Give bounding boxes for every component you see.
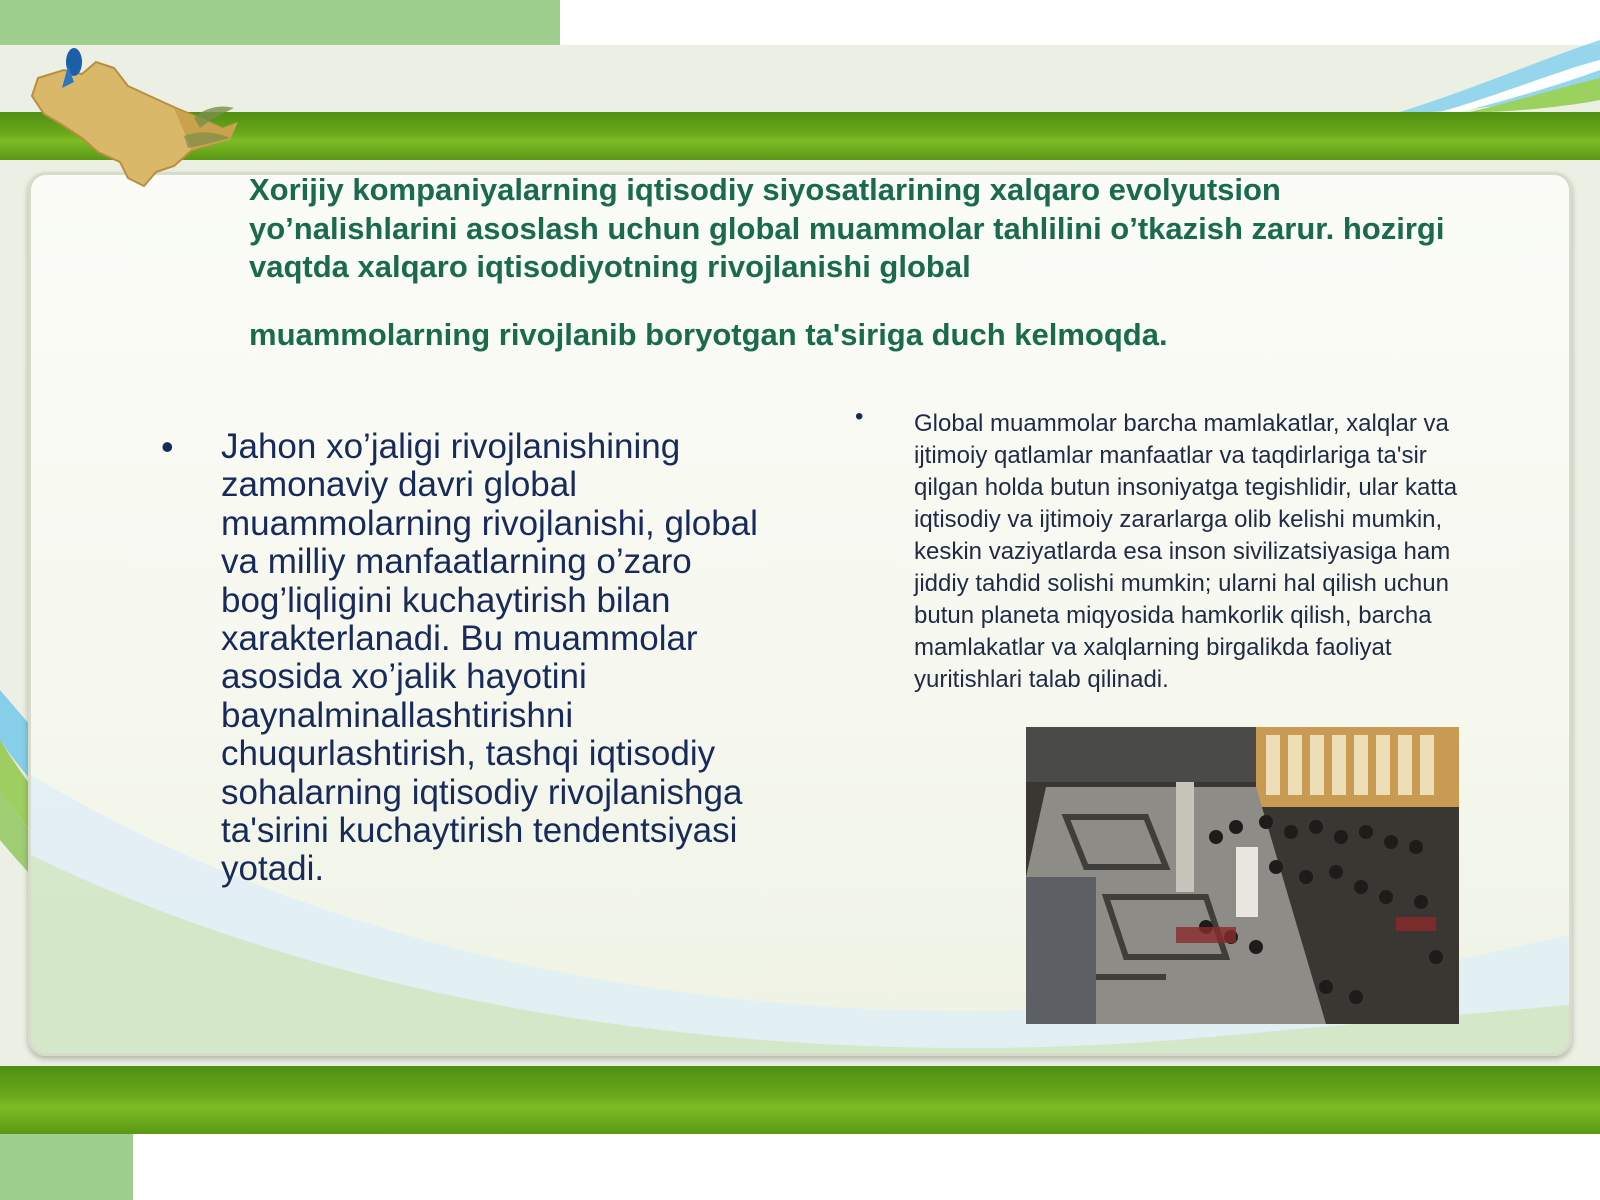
bottom-strip-left — [0, 1134, 133, 1200]
slide-title-continuation: muammolarning rivojlanib boryotgan ta'siriga duch kelmoqda. — [249, 317, 1168, 352]
bullet-left-text: Jahon xo’jaligi rivojlanishining zamonaviy davri global muammolarning rivojlanishi, global va milliy manfaatlarning o’zaro bog’liqligini kuchaytirish bilan xarakterlanadi. Bu muammolar asosida xo’jalik hayotini baynalminallashtirishni chuqurlashtirish, tashqi iqtisodiy sohalarning iqtisodiy rivojlanishga ta'sirini kuchaytirish tendentsiyasi yotadi. — [221, 427, 758, 889]
slide-title: Xorijiy kompaniyalarning iqtisodiy siyosatlarining xalqaro evolyutsion yo’nalishlarini asoslash uchun global muammolar tahlilini o’tkazish zarur. hozirgi vaqtda xalqaro iqtisodiyotning rivojlanishi global — [249, 172, 1445, 284]
uzbekistan-map-logo-icon — [24, 48, 244, 198]
bullet-right-icon: • — [855, 403, 864, 430]
bottom-green-bar — [0, 1066, 1600, 1134]
bullet-left-icon: • — [161, 426, 174, 467]
airport-crowd-photo — [1026, 727, 1459, 1024]
bottom-strip-right — [133, 1134, 1600, 1200]
bullet-right-text: Global muammolar barcha mamlakatlar, xalqlar va ijtimoiy qatlamlar manfaatlar va taqdirlariga ta'sir qilgan holda butun insoniyatga tegishlidir, ular katta iqtisodiy va ijtimoiy zararlarga olib kelishi mumkin, keskin vaziyatlarda esa inson sivilizatsiyasiga ham jiddiy tahdid solishi mumkin; ularni hal qilish uchun butun planeta miqyosida hamkorlik qilish, barcha mamlakatlar va xalqlarning birgalikda faoliyat yuritishlari talab qilinadi. — [914, 410, 1458, 693]
